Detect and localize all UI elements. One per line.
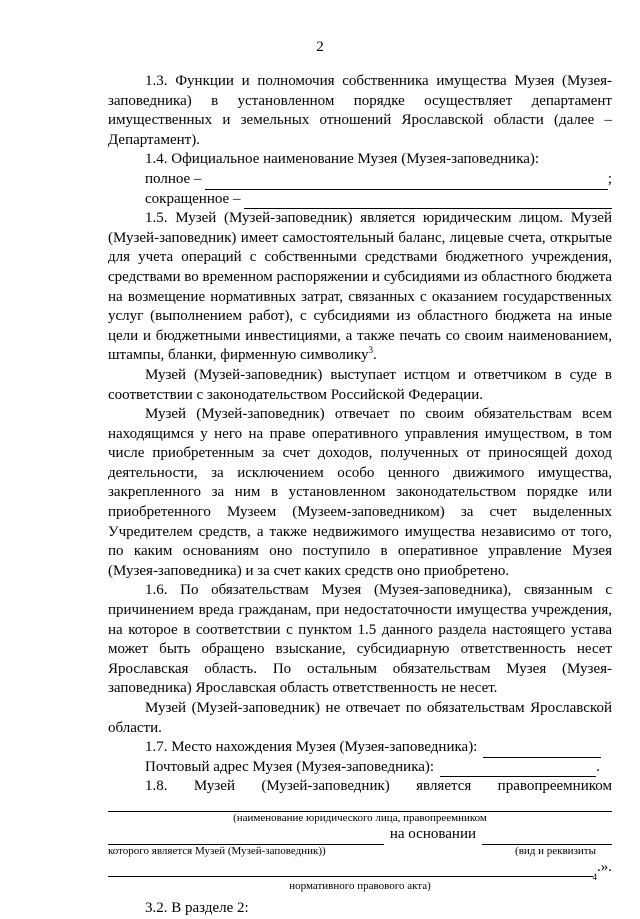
page-number: 2 — [316, 39, 324, 55]
location-label: 1.7. Место нахождения Музея (Музея-заповедника): — [145, 739, 478, 756]
paragraph-not-liable: Музей (Музей-заповедник) не отвечает по обязательствам Ярославской области. — [108, 700, 612, 736]
act-line: 4 .». — [108, 858, 612, 878]
p18-word: правопреемником — [497, 778, 612, 795]
act-blank — [108, 862, 593, 877]
postal-line — [108, 758, 612, 778]
successor-blank-2 — [108, 830, 384, 845]
act-end: .». — [597, 858, 612, 875]
basis-blank — [482, 830, 612, 845]
successor-blank-1 — [108, 797, 612, 812]
paragraph-1-5-text: 1.5. Музей (Музей-заповедник) является юридическим лицом. Музей (Музей-заповедник) имеет самостоятельный баланс, лицевые счета, открытые для учета операций с собственными средствами бюджетного учреждения, средствами во временном распоряжении и субсидиями из областного бюджета на возмещение нормативных затрат, связанных с оказанием государственных услуг (выполнением работ), с субсидиями из областного бюджета на иные цели и бюджетными инвестициями, а также печать со своим наименованием, штампы, бланки, фирменную символику — [108, 210, 612, 364]
paragraph-1-5 — [108, 209, 612, 366]
paragraph-liability: Музей (Музей-заповедник) отвечает по своим обязательствам всем находящимся у него на праве оперативного управления имуществом, в том числе приобретенным за счет доходов, полученных от приносящей доход деятельности, за исключением особо ценного движимого имущества, закрепленного за ним в установленном законодательством порядке или приобретенного Музеем (Музеем-заповедником) за счет выделенных Учредителем средств, а также недвижимого имущества независимо от того, по каким основаниям оно поступило в оперативное управление Музея (Музея-заповедника) и за счет каких средств оно приобретено. — [108, 406, 612, 579]
short-name-label: сокращенное – — [145, 190, 241, 207]
location-line — [108, 738, 612, 758]
p18-word: 1.8. — [145, 778, 168, 795]
postal-label: Почтовый адрес Музея (Музея-заповедника): — [145, 758, 435, 775]
full-name-end: ; — [607, 170, 612, 187]
paragraph-1-3: 1.3. Функции и полномочия собственника имущества Музея (Музея-заповедника) в установленном порядке осуществляет департамент имущественных и земельных отношений Ярославской области (далее – Департамент). — [108, 73, 612, 148]
basis-line — [108, 825, 612, 845]
postal-end: . — [596, 758, 600, 775]
paragraph-3-2: 3.2. В разделе 2: — [145, 900, 249, 917]
caption-successor: (наименование юридического лица, правопреемником — [233, 811, 487, 824]
basis-label: на основании — [389, 825, 476, 842]
paragraph-court: Музей (Музей-заповедник) выступает истцом и ответчиком в суде в соответствии с законодательством Российской Федерации. — [108, 366, 612, 403]
paragraph-1-5-end: . — [373, 347, 377, 364]
footnote-ref-3: 3 — [368, 345, 374, 356]
caption-row-2 — [108, 845, 612, 858]
full-name-blank — [205, 175, 607, 190]
paragraph-1-8 — [108, 777, 612, 797]
caption-act: нормативного правового акта) — [289, 880, 431, 893]
caption-successor-2: которого является Музей (Музей-заповедник)) — [108, 844, 326, 857]
p18-word: (Музей-заповедник) — [261, 778, 390, 795]
full-name-label: полное – — [145, 170, 202, 187]
document-body — [108, 72, 612, 919]
paragraph-1-4: 1.4. Официальное наименование Музея (Музея-заповедника): — [145, 151, 540, 168]
p18-word: является — [416, 778, 472, 795]
location-blank — [483, 743, 601, 758]
paragraph-1-6: 1.6. По обязательствам Музея (Музея-заповедника), связанным с причинением вреда гражданам, при недостаточности имущества учреждения, на которое в соответствии с пунктом 1.5 данного раздела настоящего устава может быть обращено взыскание, субсидиарную ответственность несет Ярославская область. По остальным обязательствам Музея (Музея-заповедника) Ярославская область ответственность не несет. — [108, 582, 612, 697]
p18-word: Музей — [193, 778, 235, 795]
postal-blank — [440, 762, 596, 777]
short-name-blank — [244, 194, 612, 209]
caption-kind: (вид и реквизиты — [515, 844, 596, 857]
short-name-line — [108, 190, 612, 210]
full-name-line — [108, 170, 612, 190]
